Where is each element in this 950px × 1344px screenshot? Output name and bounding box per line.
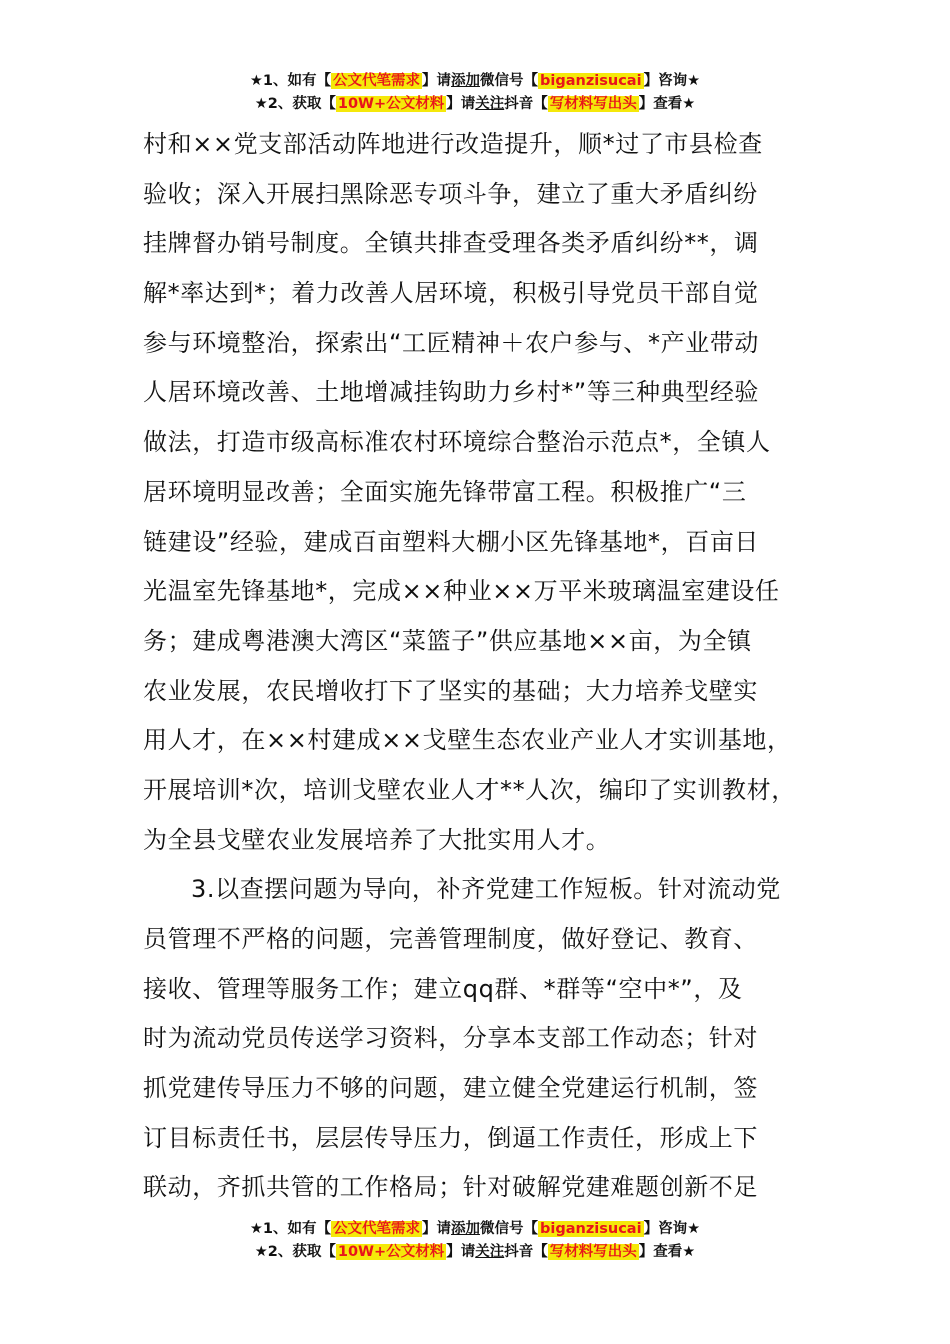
text-line: 挂牌督办销号制度。全镇共排查受理各类矛盾纠纷**，调 — [143, 229, 759, 258]
banner-text: ★2、获取【 — [254, 96, 336, 112]
text-line: 联动，齐抓共管的工作格局；针对破解党建难题创新不足 — [143, 1173, 758, 1202]
highlight-douyin-account: 写材料写出头 — [549, 1244, 637, 1260]
banner-line-1 — [0, 70, 950, 93]
banner-text: 】查看★ — [638, 96, 696, 112]
highlight-materials: 10W+公文材料 — [337, 1244, 445, 1260]
text-line: 员管理不严格的问题，完善管理制度，做好登记、教育、 — [143, 925, 758, 953]
top-banner — [0, 70, 950, 116]
document-body — [143, 120, 843, 1213]
banner-text: ★1、如有【 — [249, 73, 332, 89]
text-line: 村和××党支部活动阵地进行改造提升，顺*过了市县检查 — [143, 130, 763, 158]
banner-text: 】请 — [422, 73, 452, 89]
highlight-douyin-account: 写材料写出头 — [549, 96, 637, 112]
text-line: 光温室先锋基地*，完成××种业××万平米玻璃温室建设任 — [143, 577, 780, 606]
banner-text: 微信号【 — [480, 73, 539, 89]
text-line: 农业发展，农民增收打下了坚实的基础；大力培养戈壁实 — [143, 676, 758, 705]
text-line: 验收；深入开展扫黑除恶专项斗争，建立了重大矛盾纠纷 — [143, 179, 758, 208]
highlight-ghostwriting: 公文代笔需求 — [333, 73, 421, 89]
banner-text: 】请 — [446, 1244, 476, 1260]
highlight-wechat-id: biganzisucai — [540, 73, 642, 89]
text-line: 链建设”经验，建成百亩塑料大棚小区先锋基地*，百亩日 — [143, 527, 760, 556]
text-line: 为全县戈壁农业发展培养了大批实用人才。 — [143, 825, 611, 854]
banner-text: 】咨询★ — [643, 1221, 701, 1237]
text-line: 用人才，在××村建成××戈壁生态农业产业人才实训基地， — [143, 726, 792, 755]
highlight-materials: 10W+公文材料 — [337, 96, 445, 112]
underlined-text: 关注 — [475, 96, 505, 112]
banner-text: 】查看★ — [638, 1244, 696, 1260]
underlined-text: 关注 — [475, 1244, 505, 1260]
text-line: 参与环境整治，探索出“工匠精神＋农户参与、*产业带动 — [143, 328, 760, 357]
banner-text: ★2、获取【 — [254, 1244, 336, 1260]
text-line: 抓党建传导压力不够的问题，建立健全党建运行机制，签 — [143, 1074, 758, 1103]
section-heading-line: 3.以查摆问题为导向，补齐党建工作短板。针对流动党 — [191, 875, 781, 904]
banner-line-1 — [0, 1218, 950, 1241]
banner-text: 】请 — [422, 1221, 452, 1237]
highlight-wechat-id: biganzisucai — [540, 1221, 642, 1237]
text-line: 接收、管理等服务工作；建立qq群、*群等“空中*”，及 — [143, 974, 743, 1003]
banner-text: 】咨询★ — [643, 73, 701, 89]
text-line: 订目标责任书，层层传导压力，倒逼工作责任，形成上下 — [143, 1123, 758, 1152]
banner-text: 微信号【 — [480, 1221, 539, 1237]
banner-text: 】请 — [446, 96, 476, 112]
banner-text: ★1、如有【 — [249, 1221, 332, 1237]
text-line: 解*率达到*；着力改善人居环境，积极引导党员干部自觉 — [143, 279, 759, 308]
banner-line-2 — [0, 1241, 950, 1264]
underlined-text: 添加 — [451, 73, 481, 89]
banner-line-2 — [0, 93, 950, 116]
text-line: 居环境明显改善；全面实施先锋带富工程。积极推广“三 — [143, 477, 747, 506]
banner-text: 抖音【 — [504, 96, 548, 112]
bottom-banner — [0, 1218, 950, 1264]
text-line: 人居环境改善、土地增减挂钩助力乡村*”等三种典型经验 — [143, 378, 760, 407]
underlined-text: 添加 — [451, 1221, 481, 1237]
text-line: 开展培训*次，培训戈壁农业人才**人次，编印了实训教材， — [143, 775, 796, 804]
text-line: 做法，打造市级高标准农村环境综合整治示范点*，全镇人 — [143, 428, 771, 457]
banner-text: 抖音【 — [504, 1244, 548, 1260]
highlight-ghostwriting: 公文代笔需求 — [333, 1221, 421, 1237]
text-line: 务；建成粤港澳大湾区“菜篮子”供应基地××亩，为全镇 — [143, 626, 752, 655]
text-line: 时为流动党员传送学习资料，分享本支部工作动态；针对 — [143, 1024, 758, 1053]
